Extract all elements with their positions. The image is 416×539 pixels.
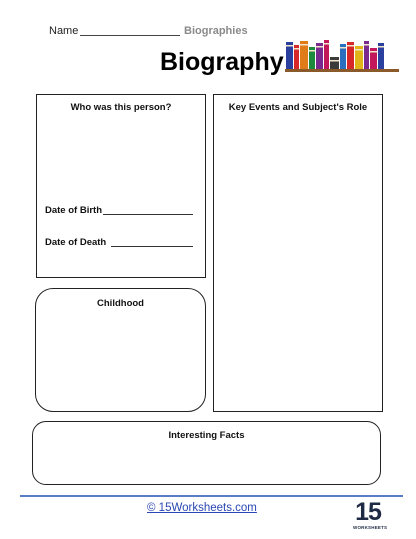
book-band — [294, 48, 299, 50]
topic-label: Biographies — [184, 25, 248, 37]
book-band — [324, 43, 329, 45]
book-band — [300, 44, 308, 46]
interesting-facts-header: Interesting Facts — [168, 430, 245, 441]
logo-text: WORKSHEETS — [353, 525, 388, 530]
book-band — [286, 45, 293, 47]
key-events-header: Key Events and Subject's Role — [228, 102, 368, 113]
book-band — [347, 45, 354, 47]
date-of-death-label: Date of Death — [45, 237, 107, 248]
key-events-box[interactable] — [213, 94, 383, 412]
interesting-facts-box[interactable] — [32, 421, 381, 485]
book-band — [316, 46, 323, 48]
book-band — [364, 44, 369, 46]
name-line[interactable] — [80, 35, 180, 36]
book-band — [370, 51, 377, 53]
bookshelf-icon — [285, 40, 399, 72]
footer-site-link[interactable]: © 15Worksheets.com — [147, 502, 257, 514]
date-of-death-line[interactable] — [111, 246, 193, 247]
date-of-birth-line[interactable] — [103, 214, 193, 215]
logo-number: 15 — [355, 498, 381, 526]
childhood-header: Childhood — [97, 298, 144, 309]
date-of-birth-label: Date of Birth — [45, 205, 102, 216]
who-box — [36, 94, 206, 278]
book-band — [309, 50, 315, 52]
book-band — [330, 60, 339, 62]
book-band — [340, 47, 346, 49]
worksheets-logo — [353, 498, 388, 535]
book-spine — [330, 57, 339, 69]
who-header: Who was this person? — [70, 102, 172, 113]
page-title: Biography — [160, 48, 284, 76]
footer-divider — [20, 495, 403, 497]
name-label: Name — [49, 25, 79, 37]
book-band — [355, 49, 363, 51]
book-band — [378, 46, 384, 48]
childhood-box[interactable] — [35, 288, 206, 412]
